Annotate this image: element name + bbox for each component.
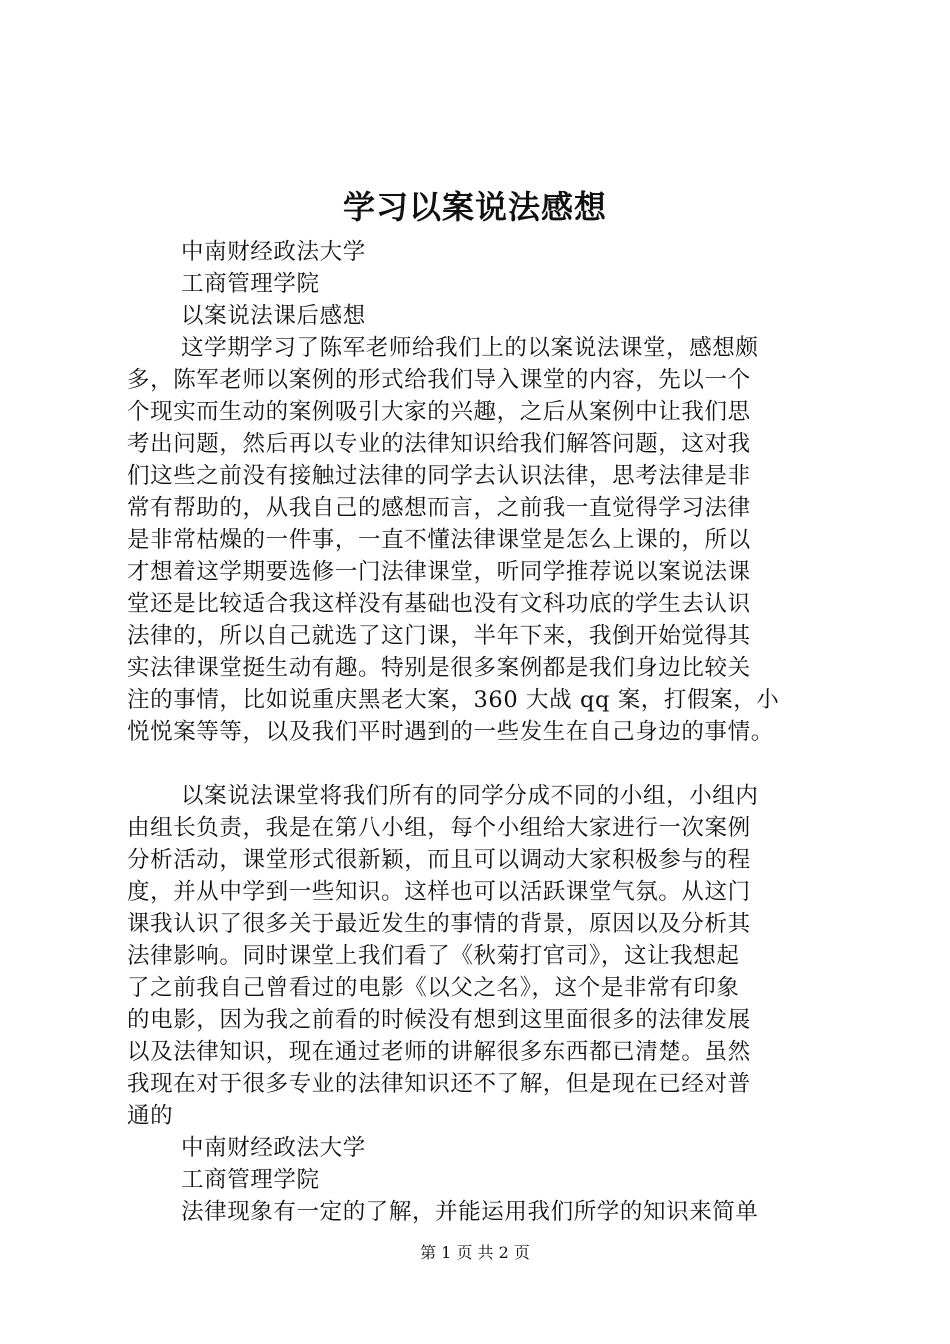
paragraph-line: 通的 [127,1103,174,1129]
paragraph-line: 注的事情，比如说重庆黑老大案，360 大战 qq 案，打假案，小 [127,687,780,713]
document-title: 学习以案说法感想 [342,188,607,226]
paragraph-line: 常有帮助的，从我自己的感想而言，之前我一直觉得学习法律 [127,495,751,521]
paragraph-line: 课我认识了很多关于最近发生的事情的背景，原因以及分析其 [127,911,751,937]
paragraph-line: 分析活动，课堂形式很新颖，而且可以调动大家积极参与的程 [127,847,751,873]
paragraph-line: 以案说法课堂将我们所有的同学分成不同的小组，小组内 [181,783,759,809]
paragraph-line: 悦悦案等等，以及我们平时遇到的一些发生在自己身边的事情。 [127,719,774,745]
header-line-university: 中南财经政法大学 [181,239,366,265]
paragraph-3 [127,1196,837,1228]
paragraph-line: 法律现象有一定的了解，并能运用我们所学的知识来简单 [181,1199,759,1225]
paragraph-line: 这学期学习了陈军老师给我们上的以案说法课堂，感想颇 [181,335,759,361]
paragraph-line: 由组长负责，我是在第八小组，每个小组给大家进行一次案例 [127,815,751,841]
repeat-header-university: 中南财经政法大学 [181,1135,366,1161]
page-number-footer: 第 1 页 共 2 页 [420,1243,530,1262]
header-line-school: 工商管理学院 [181,271,320,297]
paragraph-line: 才想着这学期要选修一门法律课堂，听同学推荐说以案说法课 [127,559,751,585]
paragraph-line: 多，陈军老师以案例的形式给我们导入课堂的内容，先以一个 [127,367,751,393]
repeat-header-school: 工商管理学院 [181,1167,320,1193]
document-body [127,236,837,1228]
paragraph-line: 度，并从中学到一些知识。这样也可以活跃课堂气氛。从这门 [127,879,751,905]
paragraph-line: 法律影响。同时课堂上我们看了《秋菊打官司》，这让我想起 [127,943,740,969]
paragraph-1 [127,332,837,748]
paragraph-2 [127,780,837,1132]
paragraph-line: 堂还是比较适合我这样没有基础也没有文科功底的学生去认识 [127,591,751,617]
paragraph-spacer [127,748,837,780]
paragraph-line: 我现在对于很多专业的法律知识还不了解，但是现在已经对普 [127,1071,751,1097]
paragraph-line: 个现实而生动的案例吸引大家的兴趣，之后从案例中让我们思 [127,399,751,425]
paragraph-line: 考出问题，然后再以专业的法律知识给我们解答问题，这对我 [127,431,751,457]
paragraph-line: 实法律课堂挺生动有趣。特别是很多案例都是我们身边比较关 [127,655,751,681]
paragraph-line: 了之前我自己曾看过的电影《以父之名》，这个是非常有印象 [127,975,740,1001]
paragraph-line: 法律的，所以自己就选了这门课，半年下来，我倒开始觉得其 [127,623,751,649]
paragraph-line: 的电影，因为我之前看的时候没有想到这里面很多的法律发展 [127,1007,751,1033]
paragraph-line: 是非常枯燥的一件事，一直不懂法律课堂是怎么上课的，所以 [127,527,751,553]
paragraph-line: 以及法律知识，现在通过老师的讲解很多东西都已清楚。虽然 [127,1039,751,1065]
paragraph-line: 们这些之前没有接触过法律的同学去认识法律，思考法律是非 [127,463,751,489]
header-line-subtitle: 以案说法课后感想 [181,303,366,329]
